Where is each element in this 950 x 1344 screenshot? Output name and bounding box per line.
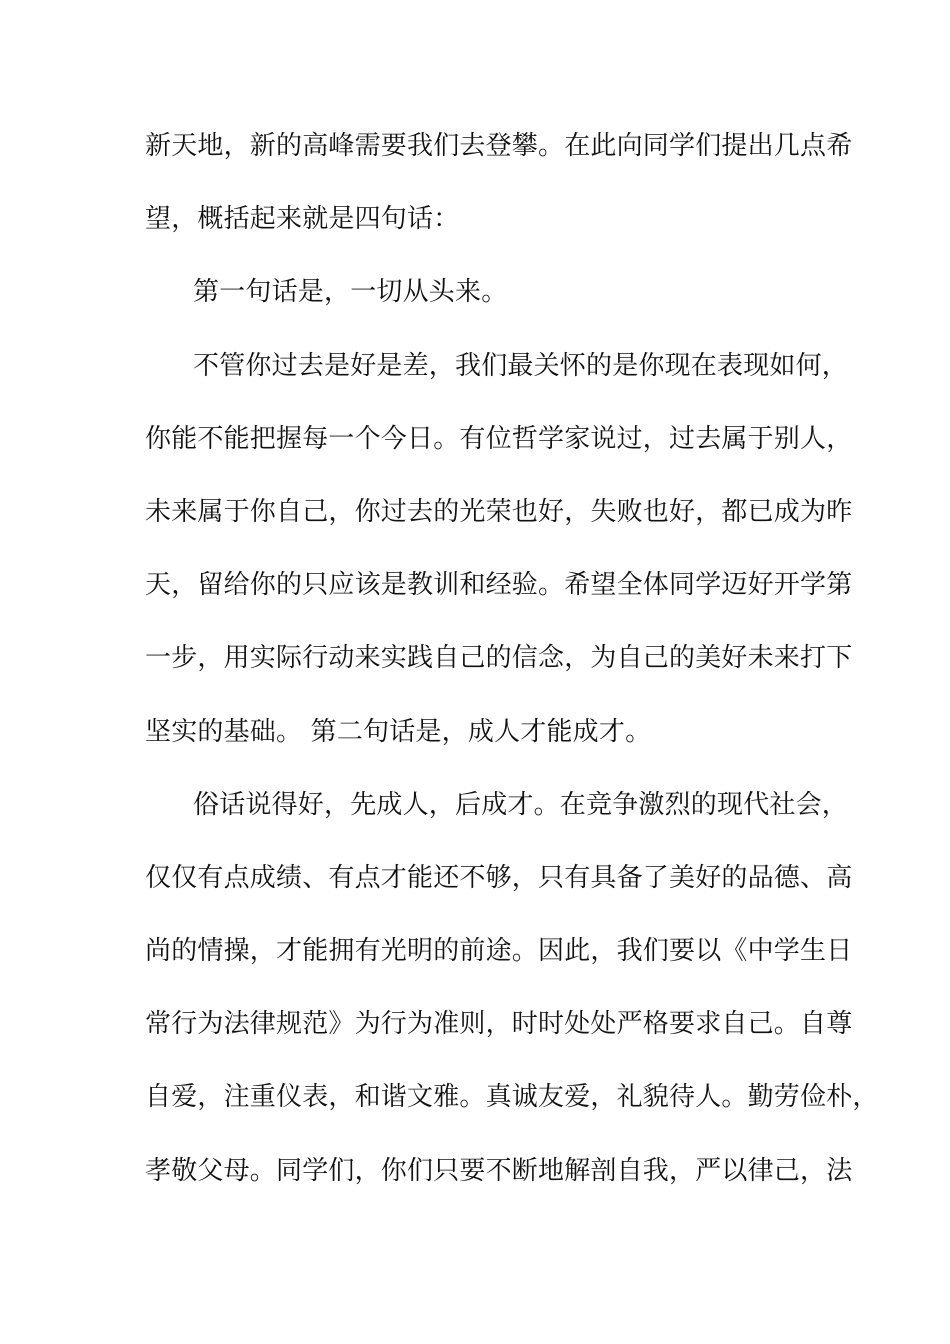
text-line: 尚的情操，才能拥有光明的前途。因此，我们要以《中学生日 bbox=[145, 936, 853, 967]
text-line: 孝敬父母。同学们，你们只要不断地解剖自我，严以律己，法 bbox=[145, 1155, 853, 1186]
paragraph-heading: 第一句话是，一切从头来。 bbox=[193, 277, 508, 308]
text-line: 新天地，新的高峰需要我们去登攀。在此向同学们提出几点希 bbox=[145, 131, 853, 161]
text-line: 天，留给你的只应该是教训和经验。希望全体同学迈好开学第 bbox=[145, 570, 853, 601]
text-line: 仅仅有点成绩、有点才能还不够，只有具备了美好的品德、高 bbox=[145, 862, 853, 893]
text-line: 坚实的基础。 第二句话是，成人才能成才。 bbox=[145, 716, 652, 747]
text-line: 你能不能把握每一个今日。有位哲学家说过，过去属于别人， bbox=[145, 423, 853, 454]
text-line: 不管你过去是好是差，我们最关怀的是你现在表现如何， bbox=[193, 350, 849, 381]
text-line: 常行为法律规范》为行为准则，时时处处严格要求自己。自尊 bbox=[145, 1009, 853, 1040]
text-line: 一步，用实际行动来实践自己的信念，为自己的美好未来打下 bbox=[145, 643, 853, 674]
text-line: 望，概括起来就是四句话： bbox=[145, 204, 460, 235]
text-line: 自爱，注重仪表，和谐文雅。真诚友爱，礼貌待人。勤劳俭朴， bbox=[145, 1082, 879, 1113]
document-body bbox=[145, 131, 879, 1231]
text-line: 俗话说得好，先成人，后成才。在竞争激烈的现代社会， bbox=[193, 789, 849, 820]
text-line: 未来属于你自己，你过去的光荣也好，失败也好，都已成为昨 bbox=[145, 496, 853, 527]
